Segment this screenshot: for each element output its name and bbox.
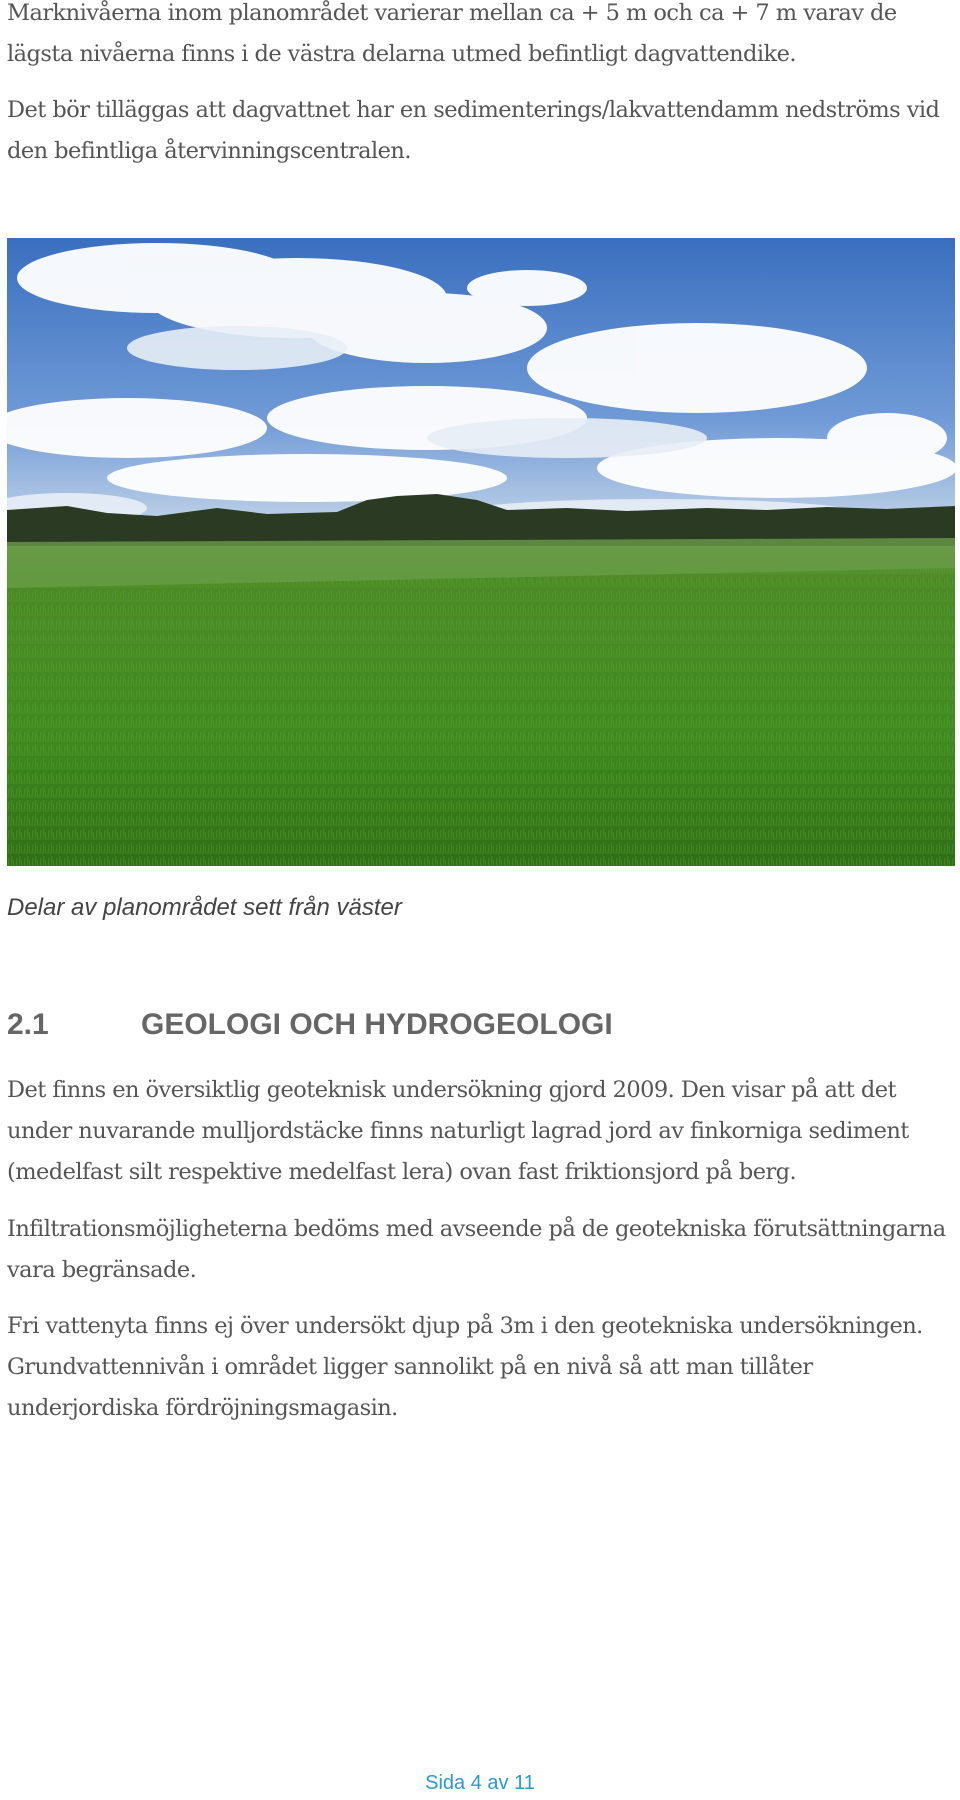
section-heading xyxy=(7,1008,613,1042)
paragraph-infiltration: Infiltrationsmöjligheterna bedöms med avseende på de geotekniska förutsättningarna vara begränsade. xyxy=(7,1216,946,1283)
field-photo xyxy=(7,238,955,866)
figure-caption: Delar av planområdet sett från väster xyxy=(7,894,402,921)
page-number: Sida 4 av 11 xyxy=(425,1772,535,1794)
section-number: 2.1 xyxy=(7,1008,49,1041)
paragraph-grundvatten: Fri vattenyta finns ej över undersökt djup på 3m i den geotekniska undersökningen. Grundvattennivån i området ligger sannolikt på en nivå så att man tillåter underjordiska fördröjningsmagasin. xyxy=(7,1313,923,1421)
paragraph-dagvatten: Det bör tilläggas att dagvattnet har en sedimenterings/lakvattendamm nedströms vid den befintliga återvinningscentralen. xyxy=(7,97,940,164)
section-title: GEOLOGI OCH HYDROGEOLOGI xyxy=(141,1008,613,1041)
paragraph-geoteknisk: Det finns en översiktlig geoteknisk undersökning gjord 2009. Den visar på att det under nuvarande mulljordstäcke finns naturligt lagrad jord av finkorniga sediment (medelfast silt respektive medelfast lera) ovan fast friktionsjord på berg. xyxy=(7,1077,909,1185)
paragraph-marknivaer: Marknivåerna inom planområdet varierar mellan ca + 5 m och ca + 7 m varav de lägsta nivåerna finns i de västra delarna utmed befintligt dagvattendike. xyxy=(7,0,897,67)
